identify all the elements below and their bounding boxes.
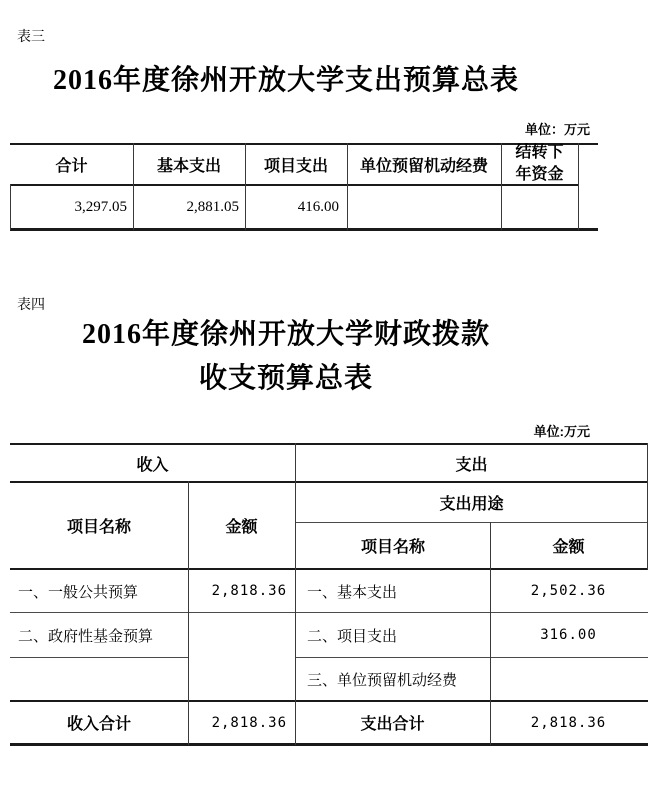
- table3-bottom-border: [10, 228, 598, 231]
- table4-total-expense-amount: 2,818.36: [530, 714, 607, 731]
- table4-header-expense: 支出: [455, 456, 488, 474]
- table3-value-project-expense: 416.00: [297, 198, 339, 215]
- table4-bottom-border: [10, 743, 648, 746]
- table4-header-expense-use: 支出用途: [439, 496, 504, 513]
- table4-row1-income-amount: 2,818.36: [211, 583, 287, 599]
- table4-total-income-label: 收入合计: [66, 716, 131, 733]
- table4-row3-expense-item: 三、单位预留机动经费: [307, 671, 458, 689]
- table3-vline-right: [578, 143, 579, 230]
- table4-total-income-amount: 2,818.36: [211, 714, 287, 731]
- table4-row3-income-amount: [188, 658, 287, 700]
- table4-row3-income-item: [10, 658, 188, 700]
- table4-header-expense-amount: 金额: [552, 539, 585, 556]
- table3-header-project-expense: 项目支出: [263, 157, 328, 175]
- table3-value-basic-expense: 2,881.05: [186, 198, 239, 215]
- table4-header-expense-item: 项目名称: [360, 539, 425, 556]
- table4-row1-income-item: 一、一般公共预算: [18, 583, 139, 601]
- table3-header-basic-expense: 基本支出: [156, 157, 221, 175]
- table4-unit-label: 单位:万元: [533, 424, 590, 439]
- table3-header-reserved-funds: 单位预留机动经费: [359, 157, 488, 175]
- table4-row2-expense-item: 二、项目支出: [307, 627, 398, 645]
- table3-label: 表三: [17, 28, 45, 44]
- table4-label: 表四: [17, 296, 45, 312]
- table4-header-income: 收入: [136, 456, 169, 474]
- table4-vline-right-header: [647, 443, 648, 570]
- table3-header-total: 合计: [55, 157, 88, 175]
- table4-row2-income-amount: [188, 613, 287, 657]
- table3-header-carryover-funds-text: 结转下年资金: [515, 144, 564, 183]
- table4-row2-income-item: 二、政府性基金预算: [18, 627, 154, 645]
- table4-total-expense-label: 支出合计: [360, 716, 425, 733]
- table3-header-carryover-funds: [501, 145, 578, 183]
- table3-value-carryover-funds: [501, 186, 572, 228]
- table4-row1-expense-item: 一、基本支出: [307, 583, 398, 601]
- table4-header-income-item: 项目名称: [66, 519, 131, 536]
- table4-row1-expense-amount: 2,502.36: [530, 583, 607, 599]
- table4-title-line2: 收支预算总表: [198, 363, 373, 394]
- table3-value-reserved-funds: [347, 186, 495, 228]
- table3-value-total: 3,297.05: [74, 198, 127, 215]
- table4-row2-expense-amount: 316.00: [540, 627, 597, 643]
- table3-unit-label: 单位：万元: [524, 122, 590, 137]
- table4-header-income-amount: 金额: [225, 519, 258, 536]
- table4-row3-expense-amount: [490, 658, 647, 700]
- table3-title: 2016年度徐州开放大学支出预算总表: [52, 65, 519, 96]
- table4-title-line1: 2016年度徐州开放大学财政拨款: [81, 319, 490, 350]
